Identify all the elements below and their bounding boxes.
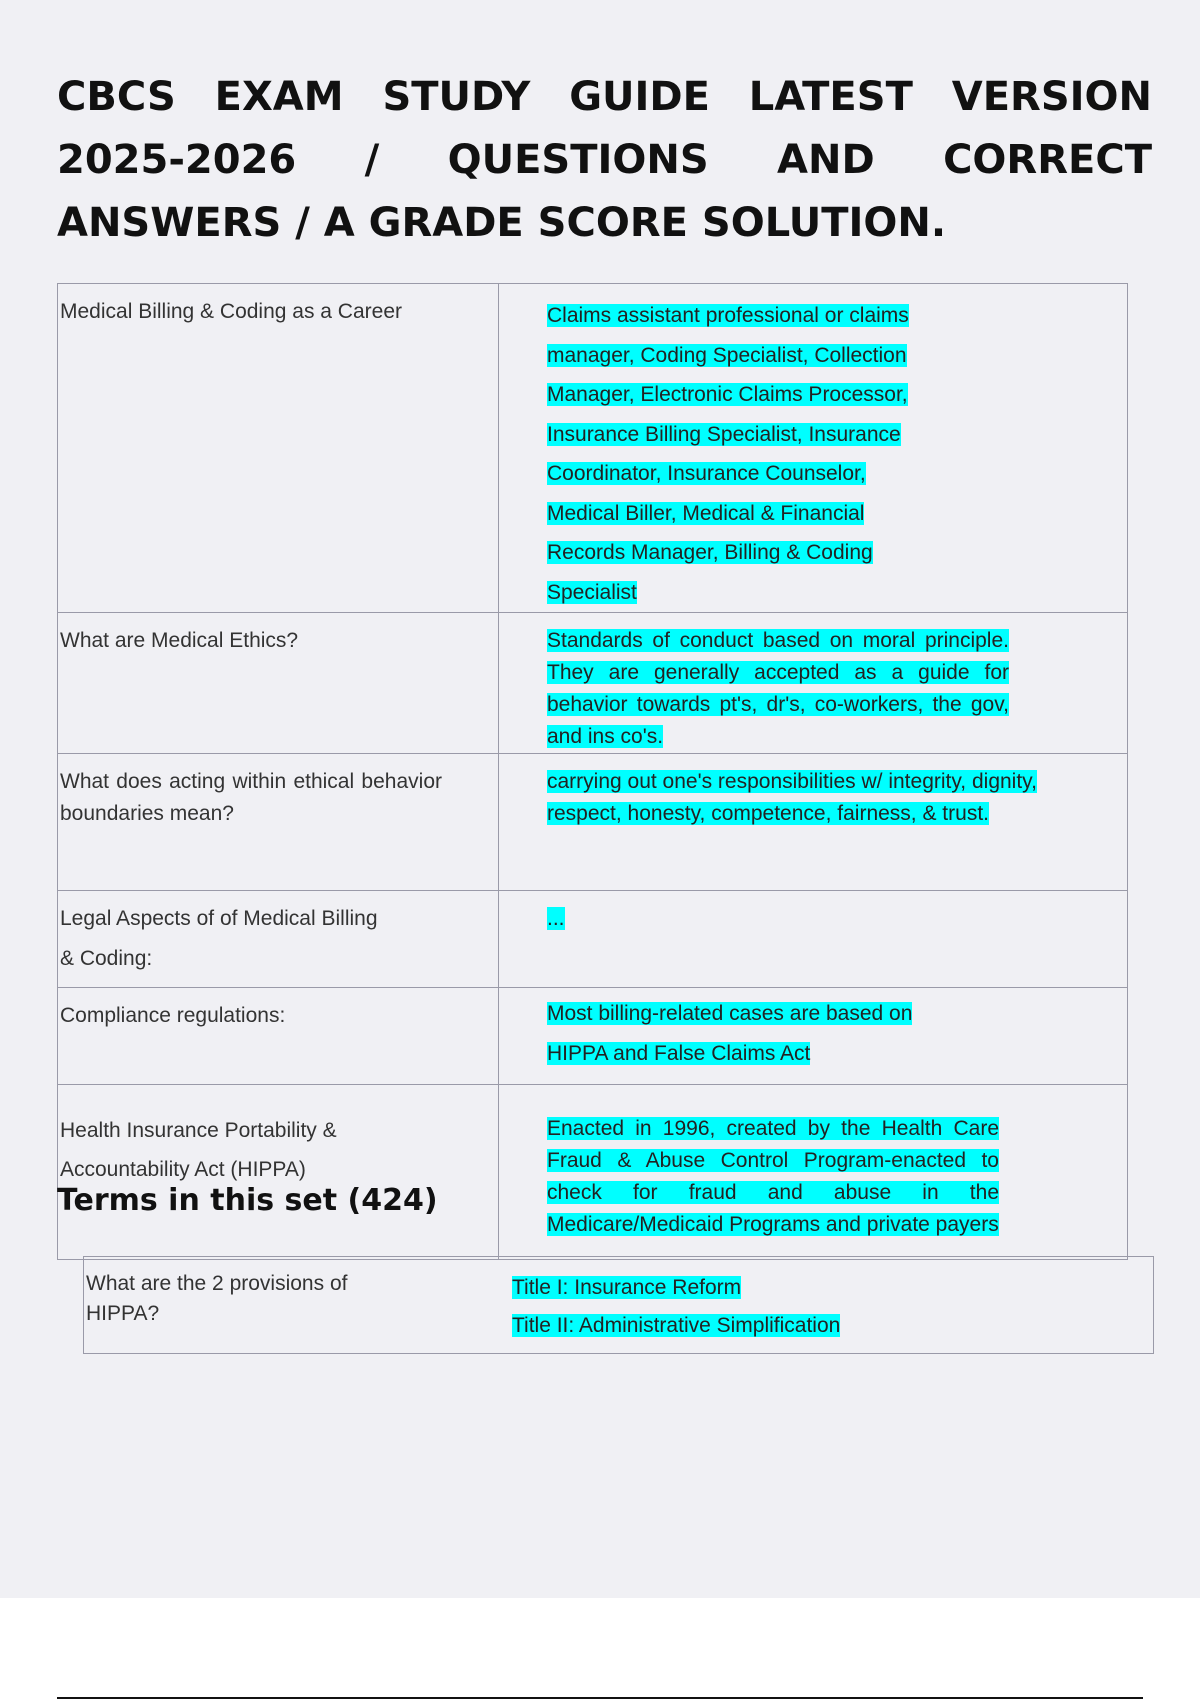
answer-cell: [499, 1085, 1128, 1260]
table-row: [58, 754, 1128, 891]
question-text: What are Medical Ethics?: [60, 629, 299, 652]
answer-text: carrying out one's responsibilities w/ integrity, dignity, respect, honesty, competence, fairness, & trust.: [547, 770, 1037, 825]
answer-text: Title II: Administrative Simplification: [512, 1314, 841, 1337]
table-row: [58, 284, 1128, 613]
footer-rule: [57, 1697, 1143, 1699]
answer-text: Standards of conduct based on moral principle. They are generally accepted as a guide for behavior towards pt's, dr's, co-workers, the gov, and ins co's.: [547, 629, 1009, 748]
answer-text: ...: [547, 907, 565, 930]
table-row: [58, 1085, 1128, 1260]
answer-line: [512, 1307, 1053, 1345]
answer-text: Most billing-related cases are based on HIPPA and False Claims Act: [547, 1002, 913, 1065]
hipaa-provisions-table: [83, 1256, 1154, 1354]
table-row: [58, 988, 1128, 1085]
question-cell: [58, 988, 499, 1085]
answer-line: [512, 1269, 1053, 1307]
answer-text: Claims assistant professional or claims manager, Coding Specialist, Collection Manager, Electronic Claims Processor, Insurance Billing Specialist, Insurance Coordinator, Insurance Counselor, Medical Biller, Medical & Financial Records Manager, Billing & Coding Specialist: [547, 304, 909, 604]
answer-text: Title I: Insurance Reform: [512, 1276, 742, 1299]
question-cell: [58, 754, 499, 891]
question-cell: [58, 613, 499, 754]
question-cell: [58, 1085, 499, 1260]
answer-text: Enacted in 1996, created by the Health Care Fraud & Abuse Control Program-enacted to check for fraud and abuse in the Medicare/Medicaid Programs and private payers: [547, 1117, 999, 1236]
answer-cell: [499, 613, 1128, 754]
answer-cell: [499, 988, 1128, 1085]
question-cell: [58, 891, 499, 988]
question-cell: [58, 284, 499, 613]
question-text: What are the 2 provisions of HIPPA?: [86, 1272, 348, 1325]
answer-cell: [499, 284, 1128, 613]
table-row: [58, 891, 1128, 988]
question-text: Health Insurance Portability & Accountability Act (HIPPA): [60, 1119, 337, 1181]
document-title: CBCS EXAM STUDY GUIDE LATEST VERSION 2025-2026 / QUESTIONS AND CORRECT ANSWERS / A GRADE SCORE SOLUTION.: [57, 74, 1152, 246]
question-text: Medical Billing & Coding as a Career: [60, 300, 402, 323]
question-text: Legal Aspects of of Medical Billing & Coding:: [60, 907, 378, 970]
answer-cell: [499, 754, 1128, 891]
question-text: What does acting within ethical behavior boundaries mean?: [60, 770, 442, 825]
table-row: [84, 1257, 1154, 1354]
question-text: Compliance regulations:: [60, 1004, 286, 1027]
answer-cell: [464, 1257, 1154, 1354]
qa-table: [57, 283, 1128, 1260]
terms-heading: Terms in this set (424): [57, 1183, 438, 1218]
question-cell: [84, 1257, 465, 1354]
table-row: [58, 613, 1128, 754]
answer-cell: [499, 891, 1128, 988]
